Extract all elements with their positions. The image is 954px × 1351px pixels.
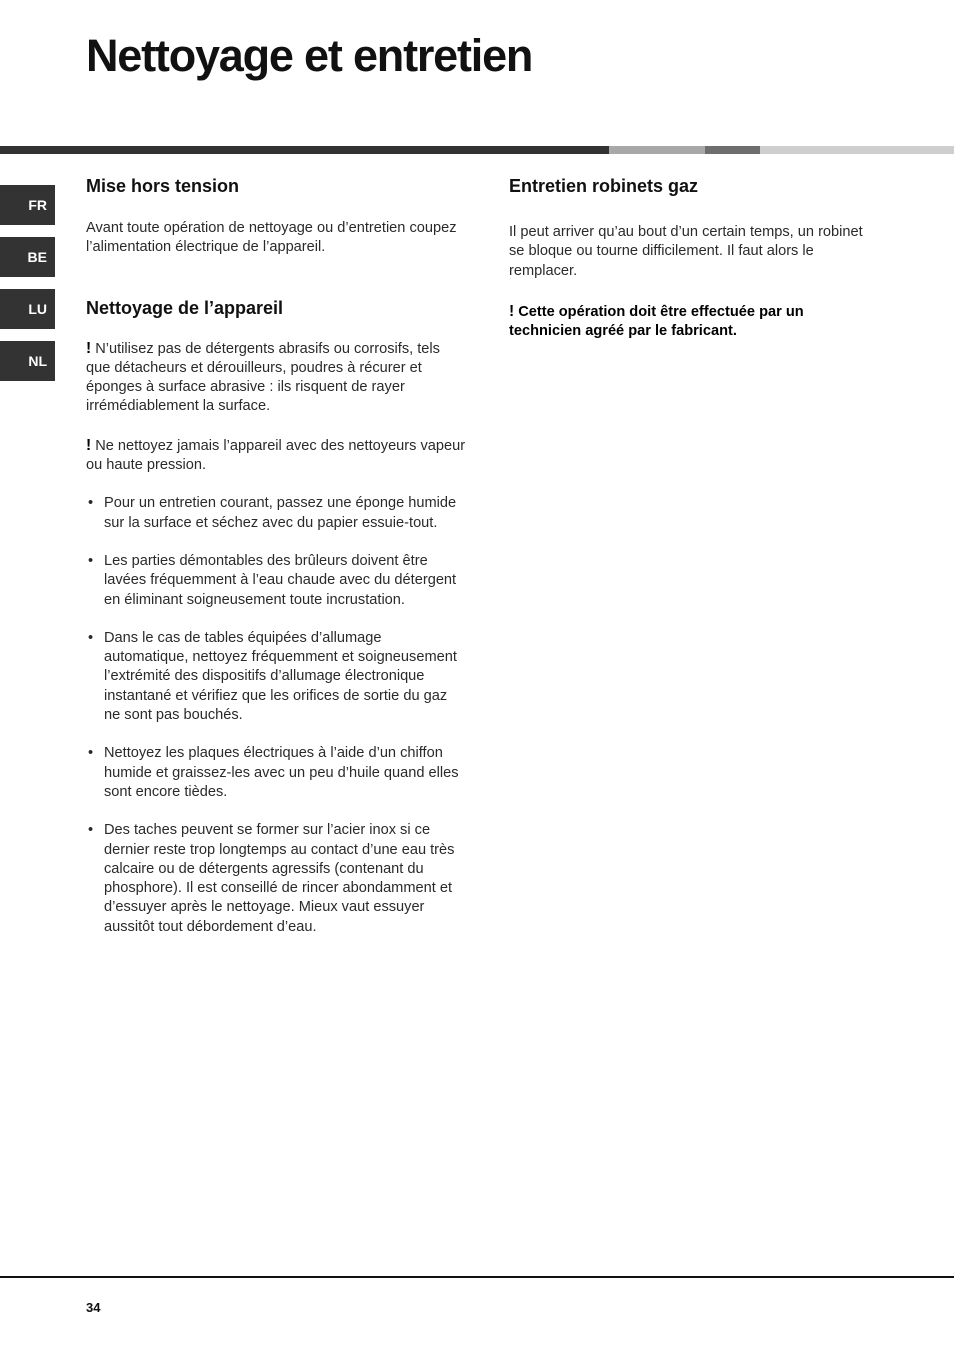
warning-mark: ! — [86, 436, 92, 454]
list-item — [86, 821, 466, 937]
bullet-icon: • — [88, 745, 94, 762]
warning-vapeur-text: Ne nettoyez jamais l’appareil avec des nettoyeurs vapeur ou haute pression. — [86, 437, 466, 474]
right-column — [509, 176, 879, 341]
page-number: 34 — [86, 1300, 101, 1315]
footer-rule — [0, 1276, 954, 1278]
list-item-text: Les parties démontables des brûleurs doivent être lavées fréquemment à l’eau chaude avec du détergent en éliminant soigneusement toute incrustation. — [104, 552, 457, 608]
header-stripe-mid — [705, 146, 760, 154]
warning-mark: ! — [509, 302, 515, 320]
list-item — [86, 629, 466, 725]
list-item-text: Dans le cas de tables équipées d’allumage automatique, nettoyez fréquemment et soigneusement l’extrémité des dispositifs d’allumage électronique instantané et vérifiez que les orifices de sortie du gaz ne sont pas bouchés. — [104, 629, 457, 724]
bullet-icon: • — [88, 629, 94, 646]
robinets-gaz-text: Il peut arriver qu’au bout d’un certain temps, un robinet se bloque ou tourne difficilement. Il faut alors le remplacer. — [509, 224, 863, 279]
warning-abrasifs-text: N’utilisez pas de détergents abrasifs ou corrosifs, tels que détacheurs et dérouilleurs, poudres à récurer et éponges à surface abrasive : ils risquent de rayer irrémédiablement la surface. — [86, 340, 440, 415]
list-item — [86, 744, 466, 802]
lang-tab-be[interactable]: BE — [0, 237, 55, 277]
header-stripe-pale — [760, 146, 954, 154]
bullet-icon: • — [88, 552, 94, 569]
section-heading-robinets-gaz: Entretien robinets gaz — [509, 176, 699, 196]
warning-technicien — [509, 302, 879, 342]
bullet-icon: • — [88, 822, 94, 839]
cleaning-bullet-list — [86, 494, 466, 937]
bullet-icon: • — [88, 495, 94, 512]
mise-hors-tension-text: Avant toute opération de nettoyage ou d’entretien coupez l’alimentation électrique de l’appareil. — [86, 220, 457, 256]
page-title: Nettoyage et entretien — [86, 30, 533, 81]
section-heading-mise-hors-tension: Mise hors tension — [86, 176, 240, 196]
left-column — [86, 176, 466, 937]
section-heading-nettoyage: Nettoyage de l’appareil — [86, 297, 284, 318]
header-stripe-dark — [0, 146, 609, 154]
list-item — [86, 552, 466, 610]
lang-tab-fr[interactable]: FR — [0, 185, 55, 225]
list-item-text: Nettoyez les plaques électriques à l’aide d’un chiffon humide et graissez-les avec un peu d’huile quand elles sont encore tièdes. — [104, 745, 459, 800]
lang-tab-lu[interactable]: LU — [0, 289, 55, 329]
warning-abrasifs — [86, 339, 466, 417]
list-item-text: Pour un entretien courant, passez une éponge humide sur la surface et séchez avec du papier essuie-tout. — [104, 495, 457, 531]
list-item — [86, 494, 466, 533]
warning-mark: ! — [86, 339, 92, 357]
header-stripe-light — [609, 146, 705, 154]
warning-technicien-text: Cette opération doit être effectuée par un technicien agréé par le fabricant. — [509, 303, 804, 340]
warning-vapeur — [86, 436, 466, 476]
lang-tab-nl[interactable]: NL — [0, 341, 55, 381]
list-item-text: Des taches peuvent se former sur l’acier inox si ce dernier reste trop longtemps au contact d’une eau très calcaire ou de détergents agressifs (contenant du phosphore). Il est conseillé de rincer abondamment et d’essuyer après le nettoyage. Mieux vaut essuyer aussitôt tout débordement d’eau. — [104, 822, 455, 935]
